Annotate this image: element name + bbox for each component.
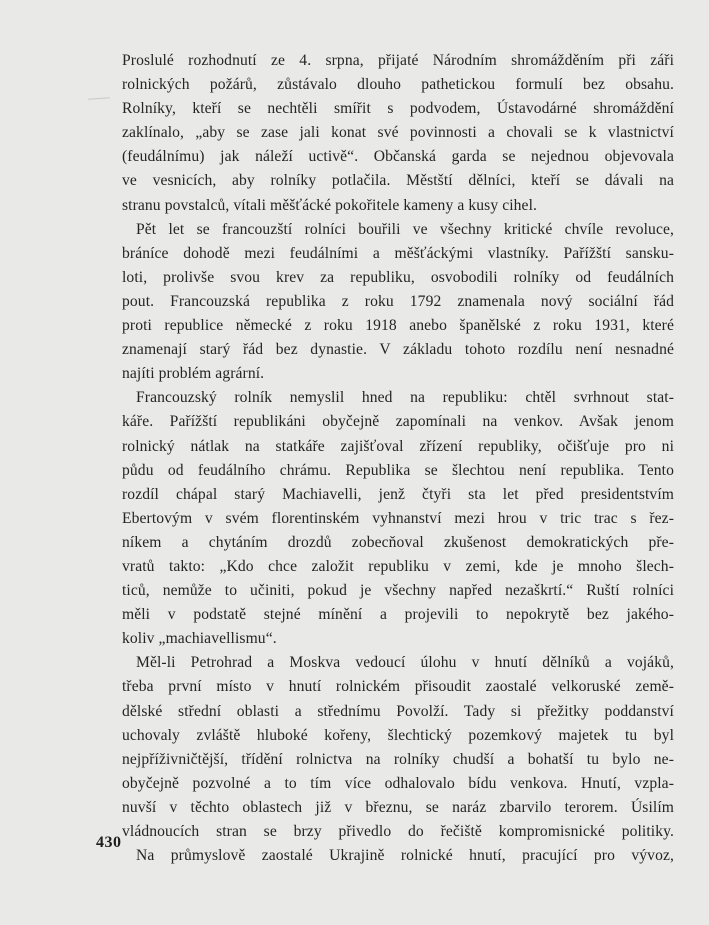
text-line: uchovaly zvláště hluboké kořeny, šlechtický pozemkový majetek tu byl [122,726,674,744]
text-line: Měl-li Petrohrad a Moskva vedoucí úlohu v hnutí dělníků a vojáků, [136,654,674,672]
text-line: rolnických požárů, zůstávalo dlouho pathetickou formulí bez obsahu. [122,76,674,94]
text-line: rozdíl chápal starý Machiavelli, jenž čtyři sta let před presidentstvím [122,485,674,503]
text-line: Proslulé rozhodnutí ze 4. srpna, přijaté Národním shromážděním při záři [122,52,674,69]
scan-mark [88,97,110,100]
text-line: loti, prolivše svou krev za republiku, osvobodili rolníky od feudálních [122,268,674,286]
text-line: znamenají starý řád bez dynastie. V základu tohoto rozdílu není nesnadné [122,341,674,359]
text-line: ve vesnicích, aby rolníky potlačila. Městští dělníci, kteří se dávali na [122,172,674,190]
text-line: obyčejně pozvolné a to tím více odhalovalo bídu venkova. Hnutí, vzpla- [122,774,674,792]
text-line: Pět let se francouzští rolníci bouřili ve všechny kritické chvíle revoluce, [136,220,674,238]
body-text [122,49,674,868]
text-line: zaklínalo, „aby se zase jali konat své povinnosti a chovali se k vlastnictví [122,124,674,142]
text-line: rolnický nátlak na statkáře zajišťoval zřízení republiky, očišťuje pro ni [122,437,674,455]
text-line: proti republice německé z roku 1918 anebo španělské z roku 1931, které [122,317,674,335]
text-line: půdu od feudálního chrámu. Republika se šlechtou není republika. Tento [122,461,674,479]
text-line: káře. Pařížští republikáni obyčejně zapomínali na venkov. Avšak jenom [122,413,674,431]
text-line: stranu povstalců, vítali měšťácké pokořitele kameny a kusy cihel. [122,196,538,214]
text-line: Rolníky, kteří se nechtěli smířit s podvodem, Ústavodárné shromáždění [122,100,674,118]
text-line: Na průmyslově zaostalé Ukrajině rolnické hnutí, pracující pro vývoz, [136,847,674,865]
text-line: Francouzský rolník nemyslil hned na republiku: chtěl svrhnout stat- [136,389,674,407]
page-number: 430 [96,834,122,851]
text-line: vládnoucích stran se brzy přivedlo do řečiště kompromisnické politiky. [122,823,674,840]
text-line: měli v podstatě stejné mínění a projevili to nepokrytě bez jakého- [122,606,674,624]
text-line: bráníce dohodě mezi feudálními a měšťáckými vlastníky. Pařížští sansku- [122,244,674,262]
text-line: vratů takto: „Kdo chce založit republiku v zemi, kde je mnoho šlech- [122,557,674,575]
text-line: najíti problém agrární. [122,365,265,383]
text-line: nuvší v těchto oblastech již v březnu, se naráz zbarvilo terorem. Úsilím [122,798,674,816]
text-line: nejpříživničtější, třídění rolnictva na rolníky chudší a bohatší tu bylo ne- [122,750,674,768]
text-line: Ebertovým v svém florentinském vyhnanství mezi hrou v tric trac s řez- [122,509,674,527]
text-line: třeba první místo v hnutí rolnickém přisoudit zaostalé velkoruské země- [122,678,674,696]
text-line: pout. Francouzská republika z roku 1792 znamenala nový sociální řád [122,292,674,310]
text-line: dělské střední oblasti a střednímu Povolží. Tady si přežitky poddanství [122,702,674,720]
text-line: níkem a chytáním drozdů zobecňoval zkušenost demokratických pře- [122,533,674,551]
text-line: ticů, nemůže to učiniti, pokud je všechny napřed nezaškrtí.“ Ruští rolníci [122,582,674,600]
text-line: koliv „machiavellismu“. [122,630,277,648]
text-line: (feudálnímu) jak náleží uctivě“. Občanská garda se nejednou objevovala [122,148,674,166]
